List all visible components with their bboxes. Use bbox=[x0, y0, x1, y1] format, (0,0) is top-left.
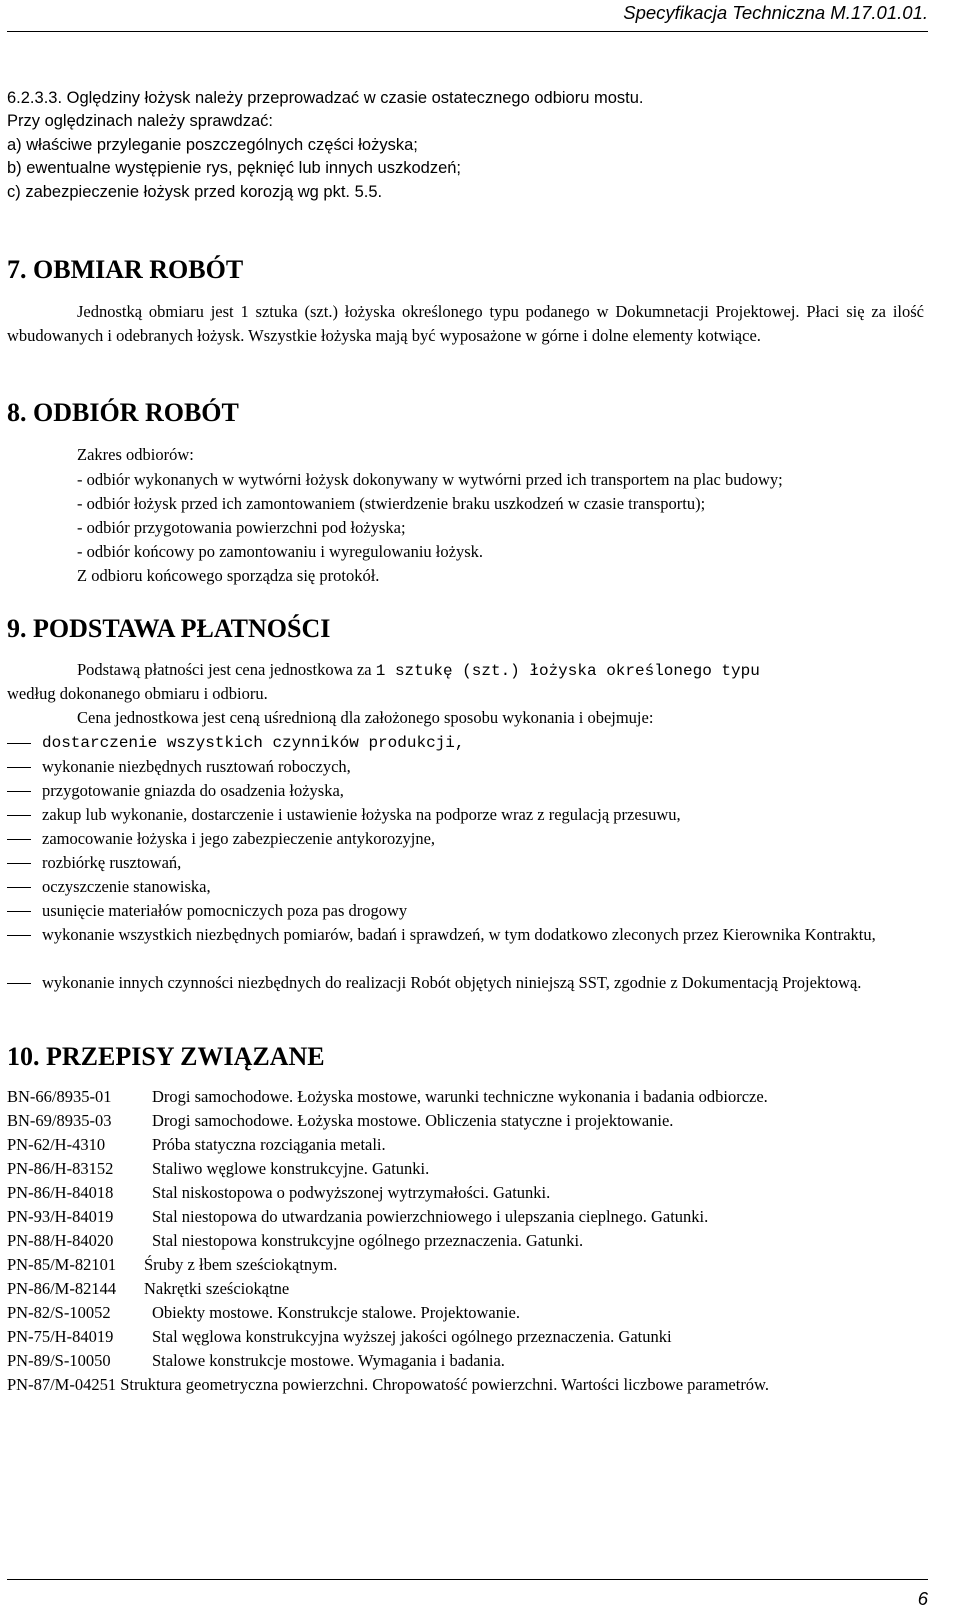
cost-item: wykonanie wszystkich niezbędnych pomiarów, badań i sprawdzeń, w tym dodatkowo zleconych przez Kierownika Kontraktu, bbox=[42, 925, 876, 944]
cost-item: rozbiórkę rusztowań, bbox=[42, 853, 182, 872]
section-6233-line: 6.2.3.3. Oględziny łożysk należy przeprowadzać w czasie ostatecznego odbioru mostu. bbox=[7, 89, 644, 107]
section-9-line: Cena jednostkowa jest ceną uśrednioną dla założonego sposobu wykonania i obejmuje: bbox=[77, 708, 654, 727]
section-8-line: - odbiór wykonanych w wytwórni łożysk dokonywany w wytwórni przed ich transportem na plac budowy; bbox=[77, 470, 783, 489]
page-header-title: Specyfikacja Techniczna M.17.01.01. bbox=[623, 2, 928, 23]
section-10-heading: 10. PRZEPISY ZWIĄZANE bbox=[7, 1042, 325, 1071]
dash-bullet bbox=[7, 911, 31, 912]
cost-item: zamocowanie łożyska i jego zabezpieczenie antykorozyjne, bbox=[42, 829, 436, 848]
section-6233-line: c) zabezpieczenie łożysk przed korozją wg pkt. 5.5. bbox=[7, 183, 383, 201]
cost-item: dostarczenie wszystkich czynników produkcji, bbox=[42, 734, 465, 752]
dash-bullet bbox=[7, 839, 31, 840]
standard-code: PN-85/M-82101 bbox=[7, 1255, 117, 1274]
dash-bullet bbox=[7, 815, 31, 816]
section-8-line: Zakres odbiorów: bbox=[77, 445, 194, 464]
standard-code: PN-88/H-84020 bbox=[7, 1231, 114, 1250]
standard-last-entry: PN-87/M-04251 Struktura geometryczna powierzchni. Chropowatość powierzchni. Wartości liczbowe parametrów. bbox=[7, 1375, 770, 1394]
dash-bullet bbox=[7, 863, 31, 864]
standard-code: PN-86/H-83152 bbox=[7, 1159, 114, 1178]
section-6233-line: a) właściwe przyleganie poszczególnych części łożyska; bbox=[7, 136, 418, 154]
standard-code: PN-93/H-84019 bbox=[7, 1207, 114, 1226]
standard-description: Śruby z łbem sześciokątnym. bbox=[144, 1255, 338, 1274]
payment-unit-text: 1 sztukę (szt.) łożyska określonego typu bbox=[375, 662, 760, 680]
standard-description: Drogi samochodowe. Łożyska mostowe, warunki techniczne wykonania i badania odbiorcze. bbox=[152, 1087, 768, 1106]
cost-item: oczyszczenie stanowiska, bbox=[42, 877, 211, 896]
dash-bullet bbox=[7, 767, 31, 768]
standard-description: Stal niskostopowa o podwyższonej wytrzymałości. Gatunki. bbox=[152, 1183, 551, 1202]
header-divider bbox=[7, 31, 928, 32]
dash-bullet bbox=[7, 887, 31, 888]
cost-item: wykonanie niezbędnych rusztowań roboczych, bbox=[42, 757, 351, 776]
standard-code: BN-69/8935-03 bbox=[7, 1111, 112, 1130]
footer-divider bbox=[7, 1579, 928, 1580]
standard-code: PN-86/H-84018 bbox=[7, 1183, 114, 1202]
section-8-line: Z odbioru końcowego sporządza się protokół. bbox=[77, 566, 380, 585]
dash-bullet bbox=[7, 791, 31, 792]
standard-description: Obiekty mostowe. Konstrukcje stalowe. Projektowanie. bbox=[152, 1303, 520, 1322]
standard-code: PN-89/S-10050 bbox=[7, 1351, 111, 1370]
section-6233-line: b) ewentualne występienie rys, pęknięć lub innych uszkodzeń; bbox=[7, 159, 462, 177]
section-8-line: - odbiór końcowy po zamontowaniu i wyregulowaniu łożysk. bbox=[77, 542, 484, 561]
standard-description: Stal węglowa konstrukcyjna wyższej jakości ogólnego przeznaczenia. Gatunki bbox=[152, 1327, 672, 1346]
standard-description: Stal niestopowa konstrukcyjne ogólnego przeznaczenia. Gatunki. bbox=[152, 1231, 584, 1250]
standard-code: PN-82/S-10052 bbox=[7, 1303, 111, 1322]
section-8-line: - odbiór przygotowania powierzchni pod łożyska; bbox=[77, 518, 406, 537]
section-9-payment-line bbox=[77, 658, 760, 683]
standard-description: Drogi samochodowe. Łożyska mostowe. Obliczenia statyczne i projektowanie. bbox=[152, 1111, 674, 1130]
standard-code: PN-75/H-84019 bbox=[7, 1327, 114, 1346]
page-number: 6 bbox=[917, 1588, 928, 1609]
standard-description: Staliwo węglowe konstrukcyjne. Gatunki. bbox=[152, 1159, 430, 1178]
standard-code: PN-86/M-82144 bbox=[7, 1279, 117, 1298]
standard-description: Stal niestopowa do utwardzania powierzchniowego i ulepszania cieplnego. Gatunki. bbox=[152, 1207, 709, 1226]
dash-bullet bbox=[7, 983, 31, 984]
standard-description: Nakrętki sześciokątne bbox=[144, 1279, 290, 1298]
dash-bullet bbox=[7, 935, 31, 936]
cost-item: przygotowanie gniazda do osadzenia łożyska, bbox=[42, 781, 344, 800]
standard-code: PN-62/H-4310 bbox=[7, 1135, 106, 1154]
section-9-heading: 9. PODSTAWA PŁATNOŚCI bbox=[7, 614, 331, 643]
cost-item: wykonanie innych czynności niezbędnych do realizacji Robót objętych niniejszą SST, zgodnie z Dokumentacją Projektową. bbox=[42, 973, 862, 992]
standard-code: BN-66/8935-01 bbox=[7, 1087, 112, 1106]
dash-bullet bbox=[7, 743, 31, 744]
section-8-line: - odbiór łożysk przed ich zamontowaniem (stwierdzenie braku uszkodzeń w czasie transportu); bbox=[77, 494, 706, 513]
section-6233-line: Przy oględzinach należy sprawdzać: bbox=[7, 112, 273, 130]
payment-text: Podstawą płatności jest cena jednostkowa za bbox=[77, 660, 376, 679]
section-8-heading: 8. ODBIÓR ROBÓT bbox=[7, 398, 239, 427]
cost-item: usunięcie materiałów pomocniczych poza pas drogowy bbox=[42, 901, 408, 920]
section-9-line: według dokonanego obmiaru i odbioru. bbox=[7, 684, 268, 703]
standard-description: Stalowe konstrukcje mostowe. Wymagania i badania. bbox=[152, 1351, 505, 1370]
cost-item: zakup lub wykonanie, dostarczenie i ustawienie łożyska na podporze wraz z regulacją przesuwu, bbox=[42, 805, 681, 824]
section-7-paragraph: Jednostką obmiaru jest 1 sztuka (szt.) łożyska określonego typu podanego w Dokumnetacji Projektowej. Płaci się za ilość wbudowanych i odebranych łożysk. Wszystkie łożyska mają być wyposażone w górne i dolne elementy kotwiące. bbox=[7, 302, 924, 345]
standard-description: Próba statyczna rozciągania metali. bbox=[152, 1135, 386, 1154]
section-7-heading: 7. OBMIAR ROBÓT bbox=[7, 255, 244, 284]
